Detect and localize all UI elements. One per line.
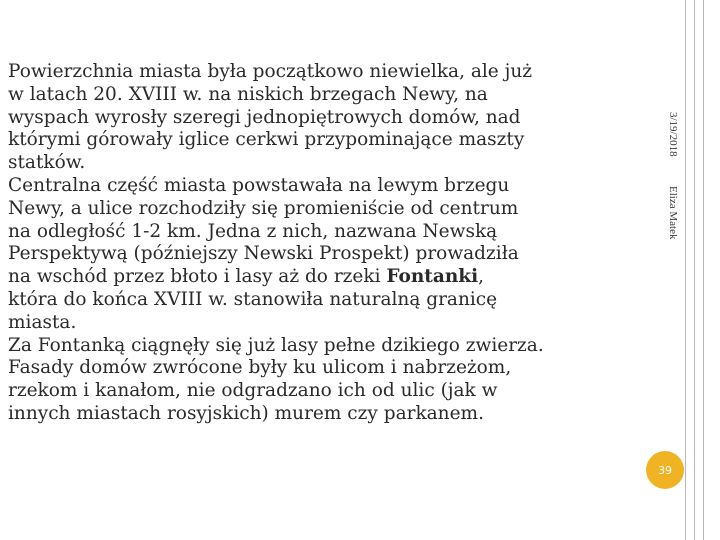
slide-date: 3/19/2018: [667, 112, 679, 157]
text-line: Centralna część miasta powstawała na lewym brzegu: [8, 174, 510, 196]
text-line: Powierzchnia miasta była początkowo niewielka, ale już: [8, 61, 532, 82]
decorative-rule-3: [703, 0, 704, 540]
paragraph-1: [8, 61, 648, 175]
text-line: która do końca XVIII w. stanowiła naturalną granicę: [8, 288, 498, 310]
text-line: miasta.: [8, 311, 77, 333]
bold-term-fontanki: Fontanki: [386, 266, 479, 288]
text-line: w latach 20. XVIII w. na niskich brzegach Newy, na: [8, 83, 488, 105]
text-line: wyspach wyrosły szeregi jednopiętrowych domów, nad: [8, 106, 521, 128]
text-line: na odległość 1-2 km. Jedna z nich, nazwana Newską: [8, 220, 498, 242]
text-line-with-bold: [8, 266, 648, 289]
text-line: statków.: [8, 152, 86, 174]
paragraph-2: [8, 175, 648, 335]
slide-author: Eliza Matek: [667, 186, 679, 240]
paragraph-3: [8, 335, 648, 426]
text-line: Perspektywą (późniejszy Newski Prospekt) prowadziła: [8, 243, 519, 265]
decorative-rule-1: [685, 0, 686, 540]
slide-body: [8, 61, 648, 426]
text-line: Za Fontanką ciągnęły się już lasy pełne dzikiego zwierza.: [8, 334, 544, 356]
text-line: Newy, a ulice rozchodziły się promieniście od centrum: [8, 197, 519, 219]
text-segment: na wschód przez błoto i lasy aż do rzeki: [8, 266, 387, 288]
decorative-rule-2: [694, 0, 695, 540]
text-line: którymi górowały iglice cerkwi przypominające maszty: [8, 129, 525, 151]
text-line: rzekom i kanałom, nie odgradzano ich od ulic (jak w: [8, 380, 498, 402]
text-line: Fasady domów zwrócone były ku ulicom i nabrzeżom,: [8, 357, 512, 379]
text-line: innych miastach rosyjskich) murem czy parkanem.: [8, 402, 484, 424]
page-number-badge: 39: [646, 451, 684, 489]
text-segment: ,: [478, 266, 485, 288]
